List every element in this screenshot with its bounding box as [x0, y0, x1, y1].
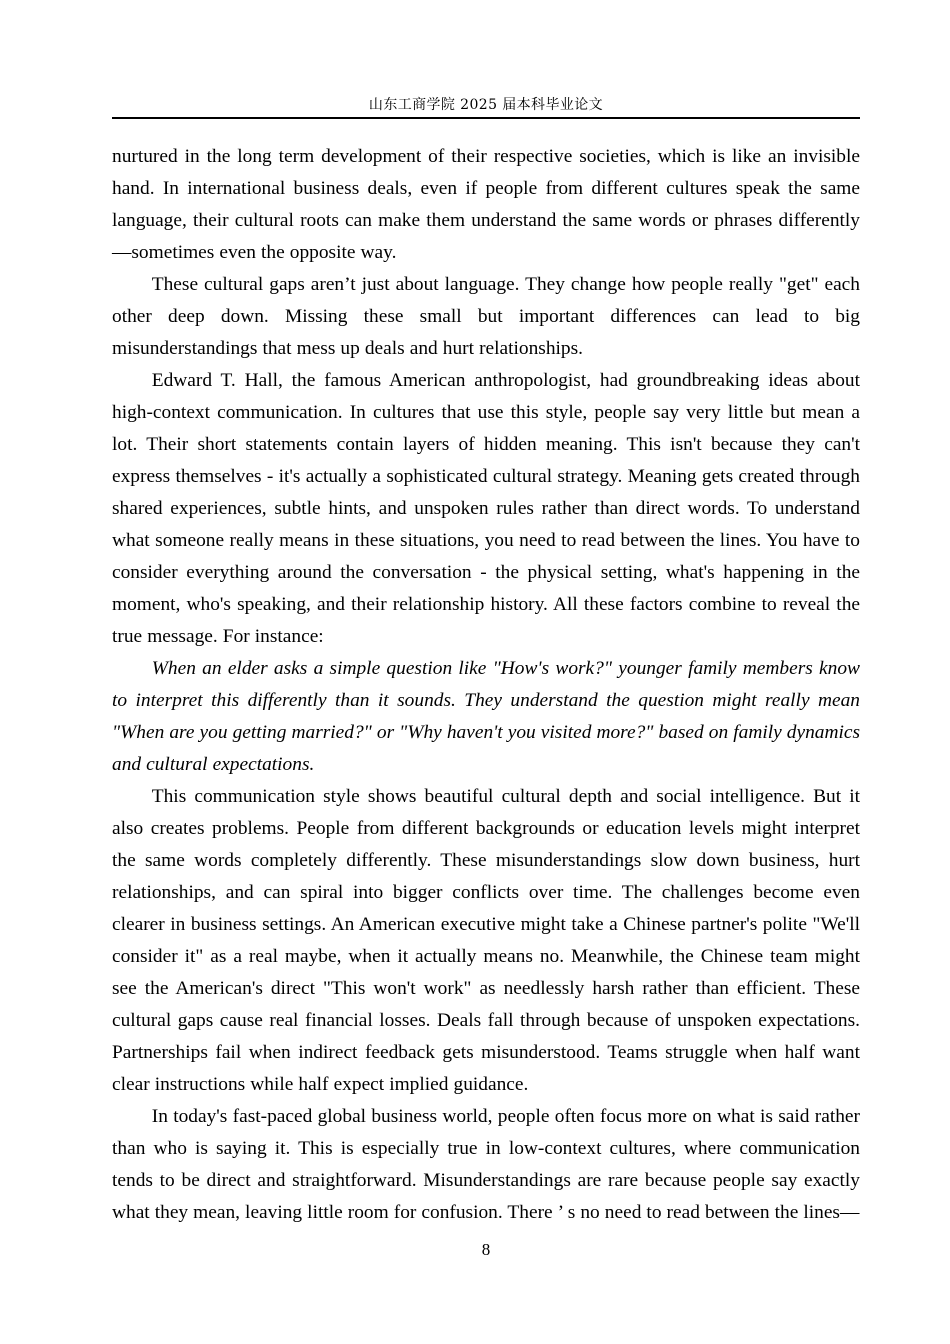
paragraph-edward-hall: Edward T. Hall, the famous American anthropologist, had groundbreaking ideas about high-context communication. In cultures that use this style, people say very little but mean a lot. Their short statements contain layers of hidden meaning. This isn't because they can't express themselves - it's actually a sophisticated cultural strategy. Meaning gets created through shared experiences, subtle hints, and unspoken rules rather than direct words. To understand what someone really means in these situations, you need to read between the lines. You have to consider everything around the conversation - the physical setting, what's happening in the moment, who's speaking, and their relationship history. All these factors combine to reveal the true message. For instance:	[112, 370, 860, 647]
paragraph-cultural-gaps: These cultural gaps aren’t just about language. They change how people really "get" each other deep down. Missing these small but important differences can lead to big misunderstandings that mess up deals and hurt relationships.	[112, 274, 860, 359]
paragraph-continued: nurtured in the long term development of their respective societies, which is like an invisible hand. In international business deals, even if people from different cultures speak the same language, their cultural roots can make them understand the same words or phrases differently—sometimes even the opposite way.	[112, 146, 860, 263]
paragraph-block-quote: When an elder asks a simple question like "How's work?" younger family members know to interpret this differently than it sounds. They understand the question might really mean "When are you getting married?" or "Why haven't you visited more?" based on family dynamics and cultural expectations.	[112, 658, 860, 775]
paragraph-communication-style: This communication style shows beautiful cultural depth and social intelligence. But it also creates problems. People from different backgrounds or education levels might interpret the same words completely differently. These misunderstandings slow down business, hurt relationships, and can spiral into bigger conflicts over time. The challenges become even clearer in business settings. An American executive might take a Chinese partner's polite "We'll consider it" as a real maybe, when it actually means no. Meanwhile, the Chinese team might see the American's direct "This won't work" as needlessly harsh rather than efficient. These cultural gaps cause real financial losses. Deals fall through because of unspoken expectations. Partnerships fail when indirect feedback gets misunderstood. Teams struggle when half want clear instructions while half expect implied guidance.	[112, 786, 860, 1095]
paragraph-fast-paced: In today's fast-paced global business world, people often focus more on what is said rather than who is saying it. This is especially true in low-context cultures, where communication tends to be direct and straightforward. Misunderstandings are rare because people say exactly what they mean, leaving little room for confusion. There ’ s no need to read between the lines—	[112, 1106, 860, 1223]
header-title: 山东工商学院 2025 届本科毕业论文	[368, 97, 604, 113]
page-number: 8	[481, 1240, 491, 1259]
page-header	[112, 96, 860, 127]
header-divider-rule	[112, 117, 860, 119]
body-text-column	[112, 141, 860, 1229]
